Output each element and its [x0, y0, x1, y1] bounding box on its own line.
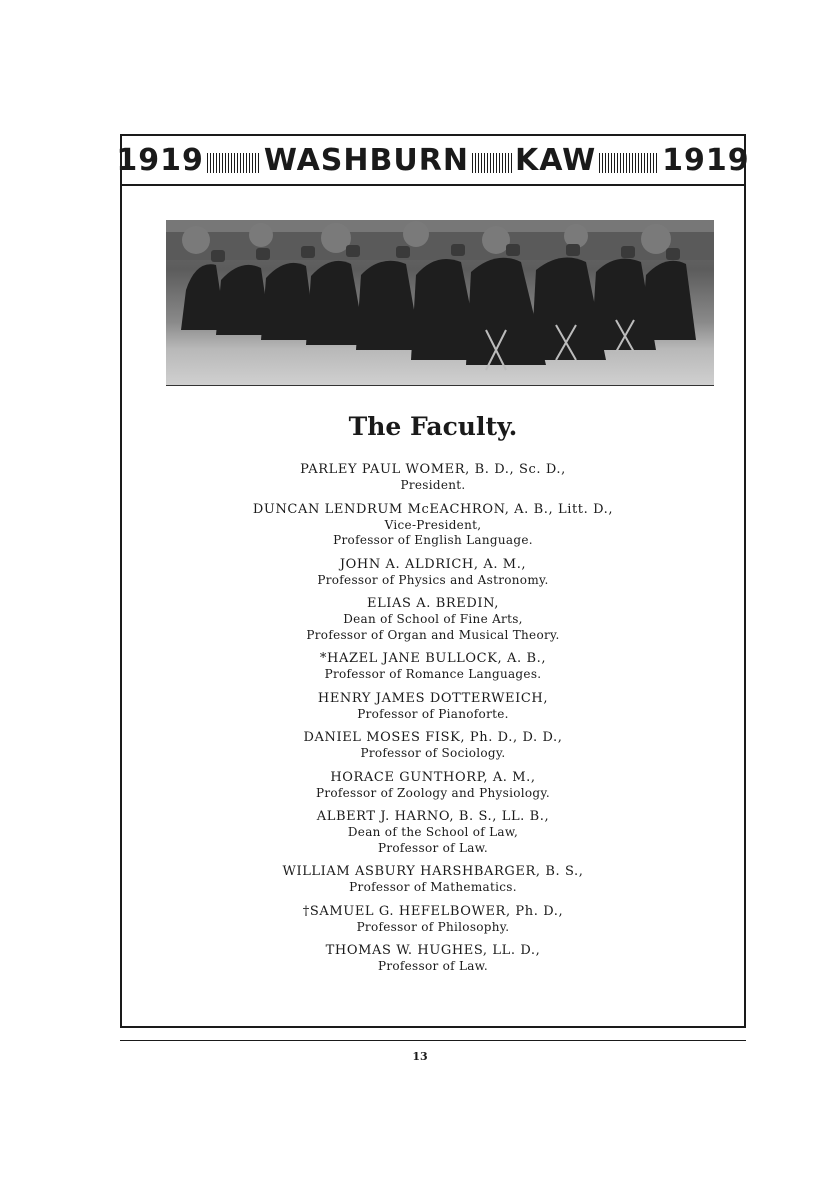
faculty-entry [122, 502, 744, 549]
faculty-name: DUNCAN LENDRUM McEACHRON, A. B., Litt. D., [252, 501, 614, 517]
faculty-role: Professor of Law. [377, 959, 489, 973]
yearbook-banner [116, 136, 750, 186]
banner-text [116, 143, 749, 178]
faculty-role: Professor of Sociology. [360, 746, 506, 760]
faculty-entry [122, 691, 744, 723]
faculty-entry [122, 730, 744, 762]
faculty-role: Professor of Philosophy. [356, 919, 510, 934]
footer-rule [120, 1040, 746, 1041]
banner-school: WASHBURN [263, 142, 469, 178]
faculty-name: HENRY JAMES DOTTERWEICH, [317, 690, 549, 706]
hatch-ornament [599, 153, 659, 173]
faculty-role: President. [400, 478, 466, 492]
faculty-list [122, 462, 744, 983]
banner-yearbook: KAW [514, 142, 597, 178]
faculty-name: THOMAS W. HUGHES, LL. D., [325, 943, 541, 958]
page-number: 13 [412, 1050, 428, 1063]
hatch-ornament [472, 153, 512, 173]
faculty-role: Professor of Organ and Musical Theory. [306, 627, 560, 642]
faculty-group-photo [166, 220, 714, 386]
hatch-ornament [207, 153, 261, 173]
faculty-entry [122, 596, 744, 643]
faculty-entry [122, 462, 744, 494]
faculty-role: Professor of Mathematics. [349, 880, 517, 894]
faculty-name: ELIAS A. BREDIN, [366, 596, 499, 611]
banner-year-left: 1919 [116, 142, 204, 178]
page-title: The Faculty. [348, 412, 518, 441]
photo-illustration [166, 220, 714, 385]
faculty-name: WILLIAM ASBURY HARSHBARGER, B. S., [282, 864, 584, 879]
faculty-role: Professor of Zoology and Physiology. [315, 785, 550, 800]
faculty-name: DANIEL MOSES FISK, Ph. D., D. D., [303, 730, 563, 745]
faculty-entry [122, 943, 744, 975]
faculty-role: Professor of Romance Languages. [324, 667, 542, 681]
faculty-role: Professor of English Language. [333, 533, 533, 547]
faculty-role: Professor of Law. [377, 840, 489, 855]
faculty-role: Professor of Physics and Astronomy. [317, 572, 549, 587]
faculty-entry [122, 864, 744, 896]
faculty-role: Vice-President, [384, 517, 482, 532]
page-frame [116, 134, 750, 1026]
faculty-name: JOHN A. ALDRICH, A. M., [339, 556, 527, 572]
faculty-role: Dean of the School of Law, [347, 825, 519, 839]
faculty-entry [122, 651, 744, 683]
faculty-name: ALBERT J. HARNO, B. S., LL. B., [316, 809, 550, 824]
faculty-name: †SAMUEL G. HEFELBOWER, Ph. D., [302, 903, 564, 919]
banner-year-right: 1919 [662, 142, 750, 178]
faculty-entry [122, 557, 744, 589]
faculty-role: Dean of School of Fine Arts, [343, 612, 523, 626]
faculty-name: HORACE GUNTHORP, A. M., [330, 769, 536, 785]
faculty-name: PARLEY PAUL WOMER, B. D., Sc. D., [300, 462, 566, 477]
faculty-entry [122, 904, 744, 936]
faculty-name: *HAZEL JANE BULLOCK, A. B., [319, 651, 547, 666]
faculty-entry [122, 770, 744, 802]
faculty-role: Professor of Pianoforte. [357, 706, 509, 721]
frame-bottom-rule [120, 1026, 746, 1028]
faculty-entry [122, 809, 744, 856]
